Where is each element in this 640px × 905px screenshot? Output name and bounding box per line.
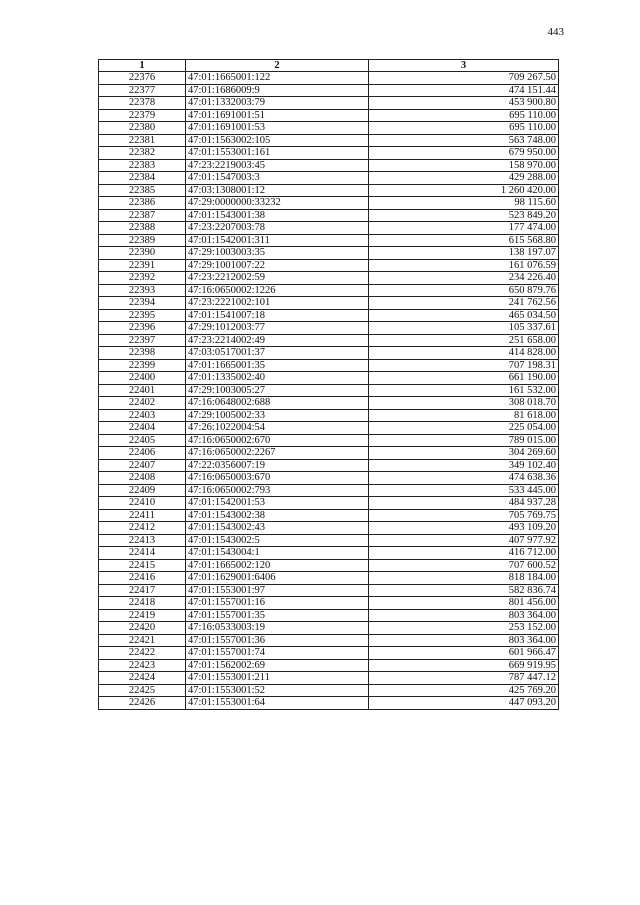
row-number: 22417 bbox=[99, 584, 186, 597]
registry-table bbox=[98, 59, 559, 710]
table-row bbox=[99, 509, 559, 522]
cadastral-value: 709 267.50 bbox=[369, 72, 559, 85]
table-row bbox=[99, 559, 559, 572]
table-row bbox=[99, 472, 559, 485]
table-row bbox=[99, 172, 559, 185]
row-number: 22403 bbox=[99, 409, 186, 422]
row-number: 22408 bbox=[99, 472, 186, 485]
cadastral-value: 803 364.00 bbox=[369, 634, 559, 647]
cadastral-value: 695 110.00 bbox=[369, 122, 559, 135]
cadastral-value: 533 445.00 bbox=[369, 484, 559, 497]
cadastral-number: 47:01:1691001:53 bbox=[186, 122, 369, 135]
row-number: 22419 bbox=[99, 609, 186, 622]
cadastral-value: 251 658.00 bbox=[369, 334, 559, 347]
row-number: 22397 bbox=[99, 334, 186, 347]
cadastral-number: 47:16:0650002:793 bbox=[186, 484, 369, 497]
cadastral-value: 447 093.20 bbox=[369, 697, 559, 710]
cadastral-value: 177 474.00 bbox=[369, 222, 559, 235]
row-number: 22416 bbox=[99, 572, 186, 585]
table-row bbox=[99, 459, 559, 472]
row-number: 22386 bbox=[99, 197, 186, 210]
table-row bbox=[99, 634, 559, 647]
row-number: 22379 bbox=[99, 109, 186, 122]
cadastral-value: 105 337.61 bbox=[369, 322, 559, 335]
cadastral-number: 47:01:1686009:9 bbox=[186, 84, 369, 97]
column-header-1: 1 bbox=[99, 60, 186, 72]
cadastral-value: 818 184.00 bbox=[369, 572, 559, 585]
cadastral-value: 234 226.40 bbox=[369, 272, 559, 285]
cadastral-number: 47:01:1691001:51 bbox=[186, 109, 369, 122]
table-row bbox=[99, 122, 559, 135]
table-row bbox=[99, 572, 559, 585]
header-row bbox=[99, 60, 559, 72]
table-row bbox=[99, 272, 559, 285]
cadastral-number: 47:01:1557001:35 bbox=[186, 609, 369, 622]
table-row bbox=[99, 397, 559, 410]
cadastral-value: 669 919.95 bbox=[369, 659, 559, 672]
cadastral-value: 803 364.00 bbox=[369, 609, 559, 622]
cadastral-number: 47:01:1543004:1 bbox=[186, 547, 369, 560]
row-number: 22396 bbox=[99, 322, 186, 335]
cadastral-value: 425 769.20 bbox=[369, 684, 559, 697]
table-row bbox=[99, 447, 559, 460]
table-row bbox=[99, 434, 559, 447]
table-row bbox=[99, 209, 559, 222]
cadastral-value: 465 034.50 bbox=[369, 309, 559, 322]
table-row bbox=[99, 222, 559, 235]
row-number: 22401 bbox=[99, 384, 186, 397]
cadastral-value: 429 288.00 bbox=[369, 172, 559, 185]
row-number: 22385 bbox=[99, 184, 186, 197]
cadastral-value: 615 568.80 bbox=[369, 234, 559, 247]
row-number: 22407 bbox=[99, 459, 186, 472]
cadastral-value: 241 762.56 bbox=[369, 297, 559, 310]
table-row bbox=[99, 109, 559, 122]
cadastral-number: 47:29:1012003:77 bbox=[186, 322, 369, 335]
cadastral-value: 695 110.00 bbox=[369, 109, 559, 122]
table-header bbox=[99, 60, 559, 72]
row-number: 22391 bbox=[99, 259, 186, 272]
cadastral-value: 161 076.59 bbox=[369, 259, 559, 272]
cadastral-number: 47:16:0650002:2267 bbox=[186, 447, 369, 460]
cadastral-number: 47:01:1543002:43 bbox=[186, 522, 369, 535]
table-row bbox=[99, 522, 559, 535]
table-row bbox=[99, 284, 559, 297]
row-number: 22405 bbox=[99, 434, 186, 447]
cadastral-value: 801 456.00 bbox=[369, 597, 559, 610]
table-row bbox=[99, 147, 559, 160]
table-body bbox=[99, 72, 559, 710]
cadastral-number: 47:01:1665002:120 bbox=[186, 559, 369, 572]
table-row bbox=[99, 184, 559, 197]
cadastral-value: 414 828.00 bbox=[369, 347, 559, 360]
row-number: 22415 bbox=[99, 559, 186, 572]
table-row bbox=[99, 197, 559, 210]
cadastral-value: 789 015.00 bbox=[369, 434, 559, 447]
cadastral-number: 47:23:2207003:78 bbox=[186, 222, 369, 235]
row-number: 22421 bbox=[99, 634, 186, 647]
cadastral-number: 47:01:1543001:38 bbox=[186, 209, 369, 222]
row-number: 22402 bbox=[99, 397, 186, 410]
table-row bbox=[99, 259, 559, 272]
row-number: 22387 bbox=[99, 209, 186, 222]
table-row bbox=[99, 422, 559, 435]
cadastral-number: 47:01:1542001:311 bbox=[186, 234, 369, 247]
row-number: 22414 bbox=[99, 547, 186, 560]
table-row bbox=[99, 322, 559, 335]
cadastral-number: 47:23:2212002:59 bbox=[186, 272, 369, 285]
cadastral-value: 81 618.00 bbox=[369, 409, 559, 422]
table-row bbox=[99, 334, 559, 347]
table-row bbox=[99, 72, 559, 85]
row-number: 22400 bbox=[99, 372, 186, 385]
cadastral-number: 47:01:1543002:38 bbox=[186, 509, 369, 522]
table-row bbox=[99, 672, 559, 685]
table-row bbox=[99, 622, 559, 635]
row-number: 22420 bbox=[99, 622, 186, 635]
cadastral-value: 705 769.75 bbox=[369, 509, 559, 522]
cadastral-number: 47:16:0648002:688 bbox=[186, 397, 369, 410]
cadastral-number: 47:01:1553001:64 bbox=[186, 697, 369, 710]
cadastral-number: 47:01:1543002:5 bbox=[186, 534, 369, 547]
table-row bbox=[99, 297, 559, 310]
cadastral-number: 47:26:1022004:54 bbox=[186, 422, 369, 435]
cadastral-value: 98 115.60 bbox=[369, 197, 559, 210]
table-row bbox=[99, 597, 559, 610]
cadastral-value: 416 712.00 bbox=[369, 547, 559, 560]
row-number: 22399 bbox=[99, 359, 186, 372]
cadastral-number: 47:01:1557001:36 bbox=[186, 634, 369, 647]
cadastral-number: 47:23:2214002:49 bbox=[186, 334, 369, 347]
cadastral-number: 47:01:1557001:74 bbox=[186, 647, 369, 660]
row-number: 22404 bbox=[99, 422, 186, 435]
table-row bbox=[99, 409, 559, 422]
cadastral-number: 47:16:0650002:670 bbox=[186, 434, 369, 447]
cadastral-value: 138 197.07 bbox=[369, 247, 559, 260]
cadastral-value: 707 600.52 bbox=[369, 559, 559, 572]
cadastral-value: 493 109.20 bbox=[369, 522, 559, 535]
table-row bbox=[99, 84, 559, 97]
cadastral-number: 47:01:1563002:105 bbox=[186, 134, 369, 147]
cadastral-number: 47:01:1335002:40 bbox=[186, 372, 369, 385]
table-row bbox=[99, 159, 559, 172]
cadastral-value: 563 748.00 bbox=[369, 134, 559, 147]
cadastral-value: 679 950.00 bbox=[369, 147, 559, 160]
table-row bbox=[99, 647, 559, 660]
table-row bbox=[99, 384, 559, 397]
cadastral-value: 407 977.92 bbox=[369, 534, 559, 547]
page-number: 443 bbox=[547, 26, 564, 38]
cadastral-value: 582 836.74 bbox=[369, 584, 559, 597]
row-number: 22418 bbox=[99, 597, 186, 610]
cadastral-number: 47:03:1308001:12 bbox=[186, 184, 369, 197]
cadastral-number: 47:01:1665001:35 bbox=[186, 359, 369, 372]
row-number: 22426 bbox=[99, 697, 186, 710]
row-number: 22422 bbox=[99, 647, 186, 660]
cadastral-value: 253 152.00 bbox=[369, 622, 559, 635]
cadastral-number: 47:03:0517001:37 bbox=[186, 347, 369, 360]
table-row bbox=[99, 247, 559, 260]
row-number: 22406 bbox=[99, 447, 186, 460]
table-row bbox=[99, 609, 559, 622]
row-number: 22376 bbox=[99, 72, 186, 85]
row-number: 22383 bbox=[99, 159, 186, 172]
cadastral-value: 661 190.00 bbox=[369, 372, 559, 385]
row-number: 22425 bbox=[99, 684, 186, 697]
cadastral-number: 47:23:2221002:101 bbox=[186, 297, 369, 310]
cadastral-value: 304 269.60 bbox=[369, 447, 559, 460]
cadastral-number: 47:16:0533003:19 bbox=[186, 622, 369, 635]
row-number: 22413 bbox=[99, 534, 186, 547]
cadastral-value: 601 966.47 bbox=[369, 647, 559, 660]
table-row bbox=[99, 534, 559, 547]
cadastral-number: 47:01:1553001:211 bbox=[186, 672, 369, 685]
row-number: 22410 bbox=[99, 497, 186, 510]
cadastral-number: 47:29:1003003:35 bbox=[186, 247, 369, 260]
cadastral-number: 47:29:1005002:33 bbox=[186, 409, 369, 422]
row-number: 22390 bbox=[99, 247, 186, 260]
row-number: 22380 bbox=[99, 122, 186, 135]
cadastral-number: 47:01:1665001:122 bbox=[186, 72, 369, 85]
cadastral-value: 158 970.00 bbox=[369, 159, 559, 172]
row-number: 22393 bbox=[99, 284, 186, 297]
cadastral-number: 47:22:0356007:19 bbox=[186, 459, 369, 472]
table-row bbox=[99, 359, 559, 372]
cadastral-value: 225 054.00 bbox=[369, 422, 559, 435]
cadastral-number: 47:01:1629001:6406 bbox=[186, 572, 369, 585]
row-number: 22395 bbox=[99, 309, 186, 322]
cadastral-value: 453 900.80 bbox=[369, 97, 559, 110]
cadastral-number: 47:23:2219003:45 bbox=[186, 159, 369, 172]
table-row bbox=[99, 97, 559, 110]
row-number: 22381 bbox=[99, 134, 186, 147]
cadastral-value: 707 198.31 bbox=[369, 359, 559, 372]
row-number: 22377 bbox=[99, 84, 186, 97]
cadastral-value: 161 532.00 bbox=[369, 384, 559, 397]
table-row bbox=[99, 309, 559, 322]
cadastral-number: 47:29:1003005:27 bbox=[186, 384, 369, 397]
row-number: 22424 bbox=[99, 672, 186, 685]
table-row bbox=[99, 484, 559, 497]
row-number: 22392 bbox=[99, 272, 186, 285]
cadastral-value: 349 102.40 bbox=[369, 459, 559, 472]
cadastral-value: 474 151.44 bbox=[369, 84, 559, 97]
cadastral-value: 484 937.28 bbox=[369, 497, 559, 510]
row-number: 22394 bbox=[99, 297, 186, 310]
row-number: 22389 bbox=[99, 234, 186, 247]
row-number: 22423 bbox=[99, 659, 186, 672]
table-row bbox=[99, 347, 559, 360]
row-number: 22411 bbox=[99, 509, 186, 522]
cadastral-number: 47:01:1542001:53 bbox=[186, 497, 369, 510]
table-row bbox=[99, 497, 559, 510]
row-number: 22384 bbox=[99, 172, 186, 185]
cadastral-number: 47:01:1553001:52 bbox=[186, 684, 369, 697]
cadastral-value: 650 879.76 bbox=[369, 284, 559, 297]
cadastral-value: 474 638.36 bbox=[369, 472, 559, 485]
table-row bbox=[99, 234, 559, 247]
table-row bbox=[99, 584, 559, 597]
cadastral-value: 523 849.20 bbox=[369, 209, 559, 222]
row-number: 22388 bbox=[99, 222, 186, 235]
cadastral-value: 1 260 420.00 bbox=[369, 184, 559, 197]
table-row bbox=[99, 659, 559, 672]
cadastral-number: 47:29:0000000:33232 bbox=[186, 197, 369, 210]
column-header-3: 3 bbox=[369, 60, 559, 72]
cadastral-number: 47:01:1557001:16 bbox=[186, 597, 369, 610]
row-number: 22378 bbox=[99, 97, 186, 110]
cadastral-value: 787 447.12 bbox=[369, 672, 559, 685]
row-number: 22409 bbox=[99, 484, 186, 497]
column-header-2: 2 bbox=[186, 60, 369, 72]
cadastral-number: 47:01:1332003:79 bbox=[186, 97, 369, 110]
table-row bbox=[99, 547, 559, 560]
cadastral-number: 47:01:1541007:18 bbox=[186, 309, 369, 322]
table-row bbox=[99, 684, 559, 697]
row-number: 22398 bbox=[99, 347, 186, 360]
table-row bbox=[99, 372, 559, 385]
cadastral-number: 47:16:0650003:670 bbox=[186, 472, 369, 485]
table-row bbox=[99, 697, 559, 710]
table-row bbox=[99, 134, 559, 147]
cadastral-number: 47:01:1553001:161 bbox=[186, 147, 369, 160]
row-number: 22412 bbox=[99, 522, 186, 535]
cadastral-number: 47:16:0650002:1226 bbox=[186, 284, 369, 297]
cadastral-number: 47:01:1547003:3 bbox=[186, 172, 369, 185]
cadastral-number: 47:01:1562002:69 bbox=[186, 659, 369, 672]
cadastral-number: 47:29:1001007:22 bbox=[186, 259, 369, 272]
cadastral-number: 47:01:1553001:97 bbox=[186, 584, 369, 597]
cadastral-value: 308 018.70 bbox=[369, 397, 559, 410]
row-number: 22382 bbox=[99, 147, 186, 160]
